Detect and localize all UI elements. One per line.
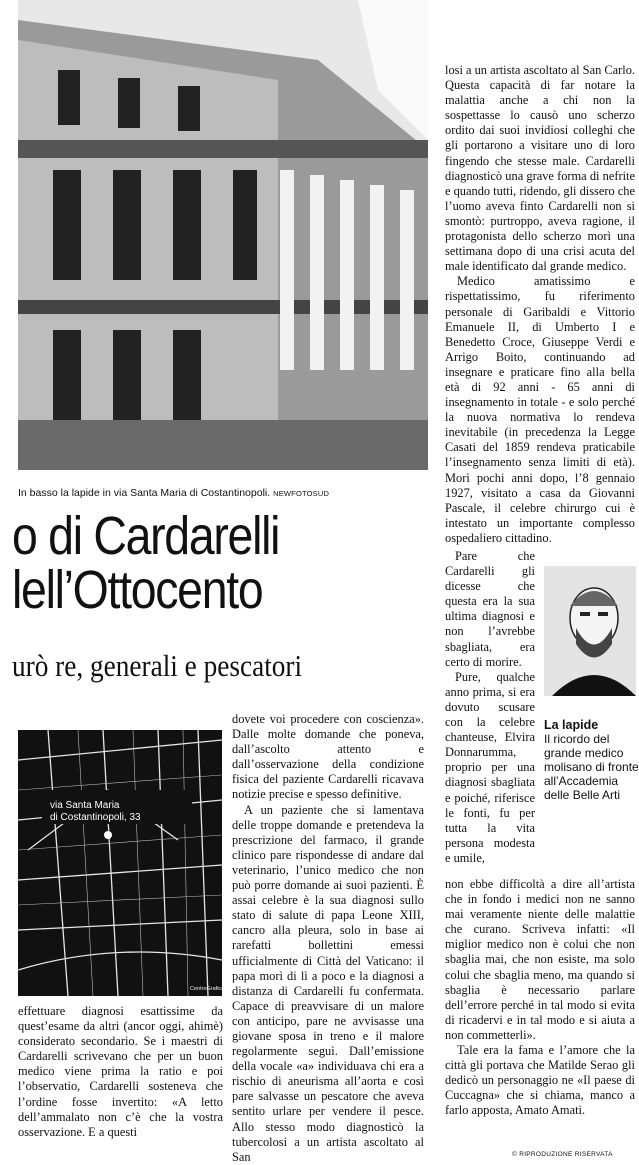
headline-line-1: o di Cardarelli — [12, 506, 280, 566]
paragraph: losi a un artista ascoltato al San Carlo. Questa capacità di far notare la malattia anche a chi non la sospettasse lo causò uno scherzo ordito dai suoi invidiosi colleghi che gli portarono a visitare uno di loro fingendo che stesse male. Cardarelli diagnosticò una grave forma di nefrite e quando tutti, ridendo, gli dissero che l’uomo aveva finto Cardarelli non si smontò: purtroppo, aveva ragione, il protagonista dello scherzo morì una settimana dopo di una crisi acuta del male identificato dal grande medico. — [445, 63, 635, 274]
city-map-icon — [18, 730, 225, 996]
headline-line-2: lell’Ottocento — [12, 560, 263, 620]
lapide-title: La lapide — [544, 718, 599, 732]
article-column-b — [445, 63, 635, 546]
subheadline: urò re, generali e pescatori — [12, 648, 303, 683]
lapide-description: Il ricordo del grande medico molisano di fronte all’Accademia delle Belle Arti — [544, 732, 639, 802]
article-column-e — [18, 1004, 223, 1140]
paragraph: Medico amatissimo e rispettatissimo, fu riferimento personale di Garibaldi e Vittorio Emanuele II, di Umberto I e Benedetto Croce, Giuseppe Verdi e Arrigo Boito, continuando ad insegnare e praticare fino alla bella età di 92 anni - 65 anni di insegnamento in totale - e solo perché la nuova normativa lo rendeva inevitabile (in precedenza la Legge Casati del 1859 rendeva praticabile l’insegnamento senza limiti di età). Morì pochi anni dopo, l’8 gennaio 1927, visitato a casa da Giovanni Pascale, il celebre chirurgo cui è intestato un importante complesso ospedaliero cittadino. — [445, 274, 635, 545]
paragraph: effettuare diagnosi esattissime da quest’esame da altri (ancor oggi, ahimè) considerato secondario. Se i maestri di Cardarelli scrivevano che per un buon medico viene prima la ratio e poi l’observatio, Cardarelli sosteneva che l’ordine fosse invertito: «A letto dell’ammalato non c’è che la vostra osservazione. E a questi — [18, 1004, 223, 1139]
copyright-notice: © RIPRODUZIONE RISERVATA — [512, 1151, 613, 1158]
street-map — [18, 730, 225, 996]
paragraph: A un paziente che si lamentava delle troppe domande e pretendeva la prescrizione del farmaco, il grande clinico pare rispondesse di andare dal veterinario, l’unico medico che non può porre domande ai suoi pazienti. È assai celebre è la sua diagnosi sullo stato di salute di papa Leone XIII, cancro alla pleura, solo in base ai rarefatti bollettini emessi ufficialmente di Città del Vaticano: il papa morì di lì a poco e la diagnosi a distanza di Cardarelli fu confermata. Capace di preavvisare di un malore con anticipo, pare ne avvisasse una giovane sposa in treno e il malore regolarmente seguì. Dall’emissione della vocale «a» individuava chi era a rischio di aneurisma all’aorta e così pare salvasse un pescatore che aveva sentito urlare per vendere il pesce. Allo stesso modo diagnosticò la tubercolosi a un artista ascoltato al San — [232, 802, 424, 1164]
portrait-photo — [544, 566, 636, 696]
lapide-caption — [544, 718, 639, 802]
paragraph: dovete voi procedere con coscienza». Dalle molte domande che poneva, dall’ascolto attento e dall’osservazione della condizione fisica del paziente Cardarelli ricavava notizie precise e spesso definitive. — [232, 712, 424, 802]
palazzo-photo — [18, 0, 428, 470]
paragraph: Tale era la fama e l’amore che la città gli portava che Matilde Serao gli dedicò un personaggio ne «Il paese di Cuccagna» che si chiama, manco a farlo apposta, Amato Amati. — [445, 1043, 635, 1118]
article-column-c — [445, 549, 535, 866]
paragraph: non ebbe difficoltà a dire all’artista che in fondo i medici non ne sanno mai veramente niente delle malattie che curano. Scriveva infatti: «Il miglior medico non è colui che non sbaglia mai, che non esiste, ma solo colui che sbaglia meno, ma quando si sbaglia è necessario parlare dell’errore perché in tal modo si evita di ricadervi e in tal modo e si aiuta a non commetterli». — [445, 877, 635, 1042]
map-street-line-1: via Santa Maria — [50, 800, 120, 811]
paragraph: Pare che Cardarelli gli dicesse che questa era la sua ultima diagnosi e non l’avrebbe sbagliata, era certo di morire. — [445, 549, 535, 669]
map-street-label — [50, 800, 141, 824]
article-column-a — [232, 712, 424, 1165]
photo-caption — [18, 487, 329, 499]
caption-credit: NEWFOTOSUD — [273, 489, 330, 498]
paragraph: Pure, qualche anno prima, si era dovuto scusare con la celebre chanteuse, Elvira Donnarumma, proprio per una diagnosi sbagliata e poiché, riferisce le fonti, fu per tutta la vita persona modesta e umile, — [445, 669, 535, 865]
article-column-d — [445, 877, 635, 1119]
cardarelli-portrait-icon — [544, 566, 636, 696]
building-photo-icon — [18, 0, 428, 470]
caption-text: In basso la lapide in via Santa Maria di Costantinopoli. — [18, 487, 271, 499]
map-street-line-2: di Costantinopoli, 33 — [50, 812, 141, 823]
map-credit: CentroGrafica — [190, 986, 225, 992]
